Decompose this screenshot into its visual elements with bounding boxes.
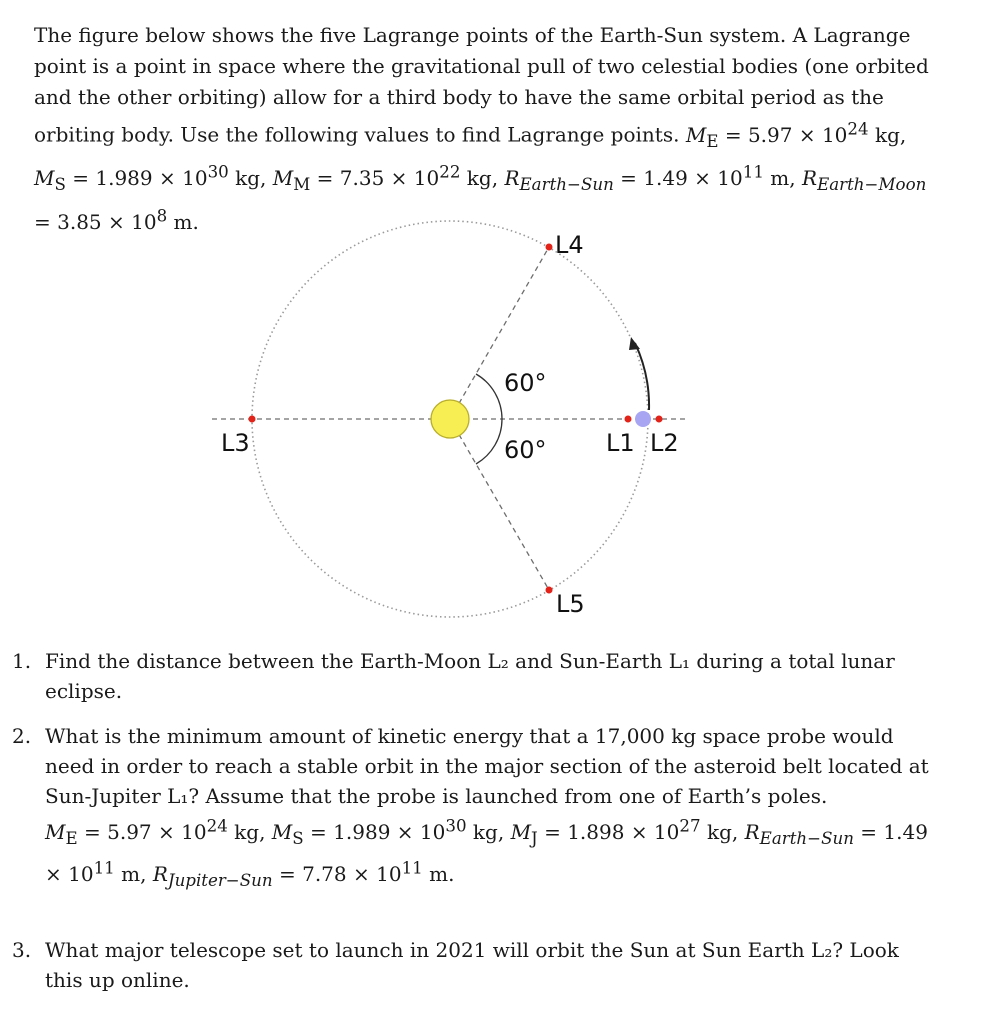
angle-arc-top bbox=[476, 374, 502, 419]
l2-point bbox=[656, 416, 663, 423]
given-r-jupiter-sun: $R_{Jupiter-Sun} = 7.78 \times 10^{11}$ m. bbox=[152, 858, 455, 891]
lagrange-diagram bbox=[0, 205, 989, 625]
given-me: $M_E = 5.97 \times 10^{24}$ kg, bbox=[45, 816, 272, 848]
question-text: What major telescope set to launch in 2021 will orbit the Sun at Sun Earth L₂? Look this up online. bbox=[45, 938, 899, 992]
l1-point bbox=[625, 416, 632, 423]
given-ms: $M_S = 1.989 \times 10^{30}$ kg, bbox=[34, 162, 273, 195]
question-number: 3. bbox=[12, 938, 32, 962]
l4-label: L4 bbox=[555, 231, 584, 259]
question-number: 2. bbox=[12, 724, 32, 748]
l4-point bbox=[546, 244, 553, 251]
intro-paragraph: The figure below shows the five Lagrange points of the Earth-Sun system. A Lagrange point is a point in space where the gravitational pull of two celestial bodies (one orbited and the other orbiting) allow for a third body to have the same orbital period as the orbiting body. Use the following values to find Lagrange points. bbox=[34, 23, 929, 147]
arrow-head-icon bbox=[629, 337, 640, 350]
question-text: What is the minimum amount of kinetic energy that a 17,000 kg space probe would need in order to reach a stable orbit in the major section of the asteroid belt located at Sun-Jupiter L₁? Assume that the probe is launched from one of Earth’s poles. bbox=[45, 724, 929, 808]
angle-label-bottom: 60° bbox=[504, 436, 547, 464]
question-1 bbox=[12, 646, 937, 706]
question-3 bbox=[12, 935, 937, 995]
given-mm: $M_M = 7.35 \times 10^{22}$ kg, bbox=[272, 162, 505, 195]
question-2 bbox=[12, 721, 937, 896]
l3-label: L3 bbox=[221, 429, 250, 457]
question-text: Find the distance between the Earth-Moon L₂ and Sun-Earth L₁ during a total lunar eclipse. bbox=[45, 649, 895, 703]
lagrange-figure bbox=[0, 205, 989, 625]
l5-point bbox=[546, 587, 553, 594]
sun-icon bbox=[431, 400, 469, 438]
l1-label: L1 bbox=[606, 429, 635, 457]
angle-arc-bottom bbox=[476, 419, 502, 464]
angle-label-top: 60° bbox=[504, 369, 547, 397]
given-r-earth-moon: $R_{Earth-Moon} = 3.85 \times 10^8$ m. bbox=[34, 166, 927, 234]
given-me: $M_E = 5.97 \times 10^{24}$ kg, bbox=[685, 119, 907, 151]
given-r-earth-sun: $R_{Earth-Sun} = 1.49 \times 10^{11}$ m, bbox=[45, 819, 928, 887]
earth-icon bbox=[635, 411, 651, 427]
given-mj: $M_J = 1.898 \times 10^{27}$ kg, bbox=[510, 816, 745, 848]
given-ms: $M_S = 1.989 \times 10^{30}$ kg, bbox=[271, 816, 511, 848]
l2-label: L2 bbox=[650, 429, 679, 457]
question-2-given bbox=[45, 811, 937, 896]
given-r-earth-sun: $R_{Earth-Sun} = 1.49 \times 10^{11}$ m, bbox=[504, 162, 802, 195]
l3-point bbox=[249, 416, 256, 423]
question-number: 1. bbox=[12, 649, 32, 673]
l5-label: L5 bbox=[556, 590, 585, 618]
